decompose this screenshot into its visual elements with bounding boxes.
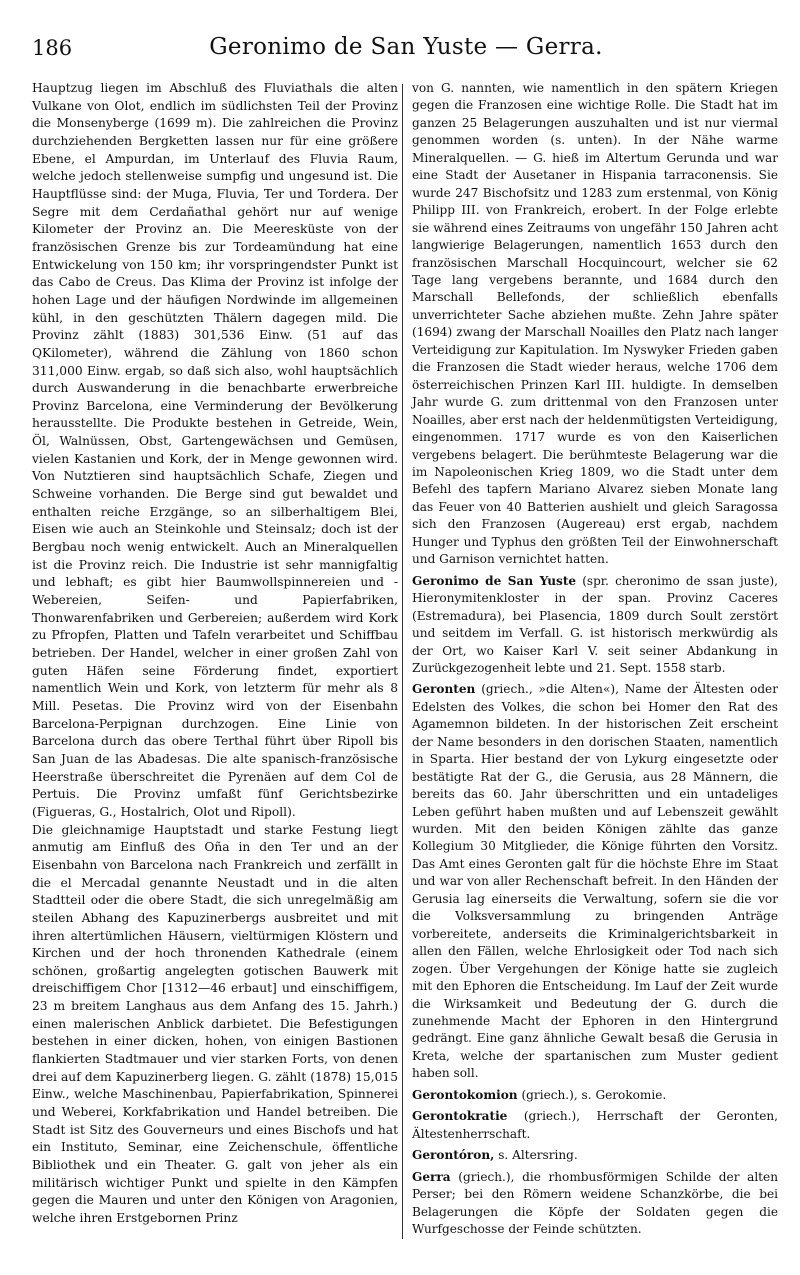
entry-headword: Gerontóron,	[412, 1148, 495, 1163]
entry-body: (griech.), die rhombusförmigen Schilde der alten Perser; bei den Römern weidene Schanzkörbe, die bei Belagerungen die Köpfe der Soldaten gegen die Wurfgeschosse der Feinde schützten.	[412, 1169, 778, 1236]
entry-body: (griech.), Herrschaft der Geronten, Ältestenherrschaft.	[412, 1109, 778, 1141]
entry-headword: Gerontokratie	[412, 1109, 508, 1124]
dictionary-entry	[412, 1147, 778, 1164]
entry-headword: Geronimo de San Yuste	[412, 573, 577, 588]
dictionary-entry	[412, 1169, 778, 1239]
entry-body: (griech., »die Alten«), Name der Ältesten oder Edelsten des Volkes, die schon bei Homer den Rat des Agamemnon bildeten. In der historischen Zeit erscheint der Name besonders in den dorischen Staaten, namentlich in Sparta. Hier bestand der von Lykurg eingesetzte oder bestätigte Rat der G., die Gerusia, aus 28 Männern, die bereits das 60. Jahr überschritten und ein untadeliges Leben geführt haben mußten und auf Lebenszeit gewählt wurden. Mit den beiden Königen zählte das ganze Kollegium 30 Mitglieder, die Könige führten den Vorsitz. Das Amt eines Geronten galt für die höchste Ehre im Staat und war von aller Rechenschaft befreit. In den Händen der Gerusia lag einerseits die Verwaltung, sofern sie die vor die Volksversammlung zu bringenden Anträge vorbereitete, anderseits die Kriminalgerichtsbarkeit in allen den Fällen, welche Ehrlosigkeit oder Tod nach sich zogen. Über Vergehungen der Könige hatte sie zugleich mit den Ephoren die Entscheidung. Im Lauf der Zeit wurde die Wirksamkeit und Bedeutung der G. durch die zunehmende Macht der Ephoren in den Hintergrund gedrängt. Eine ganz ähnliche Gewalt besaß die Gerusia in Kreta, welche der spartanischen zum Muster gedient haben soll.	[412, 682, 778, 1081]
entry-headword: Gerontokomion	[412, 1087, 518, 1102]
entry-body: s. Altersring.	[498, 1148, 578, 1163]
left-column	[32, 80, 398, 1228]
right-column	[412, 80, 778, 1238]
entry-body: (griech.), s. Gerokomie.	[521, 1087, 667, 1102]
dictionary-entry	[412, 573, 778, 678]
running-head: Geronimo de San Yuste — Gerra.	[209, 34, 603, 60]
dictionary-entry	[412, 1087, 778, 1104]
entry-body: Hieronymitenkloster in der span. Provinz Caceres (Estremadura), bei Plasencia, 1809 durch Soult zerstört und seitdem im Verfall. G. ist historisch merkwürdig als der Ort, wo Kaiser Karl V. seit seiner Abdankung in Zurückgezogenheit lebte und 21. Sept. 1558 starb.	[412, 591, 778, 675]
paragraph: Hauptzug liegen im Abschluß des Fluviathals die alten Vulkane von Olot, endlich im südlichsten Teil der Provinz die Monsenyberge (1699 m). Die zahlreichen die Provinz durchziehenden Bergketten lassen nur für eine größere Ebene, el Ampurdan, im Unterlauf des Fluvia Raum, welche jedoch stellenweise sumpfig und ungesund ist. Die Hauptflüsse sind: der Muga, Fluvia, Ter und Tordera. Der Segre mit dem Cerdañathal gehört nur auf wenige Kilometer der Provinz an. Die Meeresküste von der französischen Grenze bis zur Tordeamündung hat eine Entwickelung von 150 km; ihr vorspringendster Punkt ist das Cabo de Creus. Das Klima der Provinz ist infolge der hohen Lage und der häufigen Nordwinde im allgemeinen kühl, in den geschützten Thälern dagegen mild. Die Provinz zählt (1883) 301,536 Einw. (51 auf das QKilometer), während die Zählung von 1860 schon 311,000 Einw. ergab, so daß sich also, wohl hauptsächlich durch Auswanderung in die benachbarte erwerbreiche Provinz Barcelona, eine Verminderung der Bevölkerung herausstellte. Die Produkte bestehen in Getreide, Wein, Öl, Walnüssen, Obst, Gartengewächsen und Gemüsen, vielen Kastanien und Kork, der in Menge gewonnen wird. Von Nutztieren sind hauptsächlich Schafe, Ziegen und Schweine vorhanden. Die Berge sind gut bewaldet und enthalten reiche Erzgänge, so an silberhaltigem Blei, Eisen wie auch an Steinkohle und Steinsalz; doch ist der Bergbau noch wenig entwickelt. Auch an Mineralquellen ist die Provinz reich. Die Industrie ist sehr mannigfaltig und lebhaft; es gibt hier Baumwollspinnereien und -Webereien, Seifen- und Papierfabriken, Thonwarenfabriken und Gerbereien; außerdem wird Kork zu Pfropfen, Platten und Tafeln verarbeitet und Schiffbau betrieben. Der Handel, welcher in einer großen Zahl von guten Häfen seine Förderung findet, exportiert namentlich Wein und Kork, von letzterm für mehr als 8 Mill. Pesetas. Die Provinz wird von der Eisenbahn Barcelona-Perpignan durchzogen. Eine Linie von Barcelona durch das obere Terthal führt über Ripoll bis San Juan de las Abadesas. Die alte spanisch-französische Heerstraße überschreitet die Pyrenäen auf dem Col de Pertuis. Die Provinz umfaßt fünf Gerichtsbezirke (Figueras, G., Hostalrich, Olot und Ripoll).	[32, 81, 398, 819]
entry-pronunciation: (spr. cheronimo de ssan juste),	[582, 573, 778, 588]
dictionary-entry	[412, 1108, 778, 1143]
column-divider	[402, 84, 403, 1239]
entry-headword: Geronten	[412, 682, 476, 697]
page-number: 186	[32, 36, 73, 60]
dictionary-entry	[412, 681, 778, 1082]
page-header	[32, 34, 780, 66]
paragraph: Die gleichnamige Hauptstadt und starke Festung liegt anmutig am Einfluß des Oña in den Ter und an der Eisenbahn von Barcelona nach Frankreich und zerfällt in die el Mercadal genannte Neustadt und in die alten Stadtteil oder die obere Stadt, die sich unregelmäßig am steilen Abhang des Kapuzinerbergs ausbreitet und mit ihren altertümlichen Häusern, vieltürmigen Klöstern und Kirchen und der hoch thronenden Kathedrale (einem schönen, großartig angelegten gotischen Bauwerk mit dreischiffigem Chor [1312—46 erbaut] und einschiffigem, 23 m breitem Langhaus aus dem Anfang des 15. Jahrh.) einen malerischen Anblick darbietet. Die Befestigungen bestehen in einer dicken, hohen, von einigen Bastionen flankierten Stadtmauer und vier starken Forts, von denen drei auf dem Kapuzinerberg liegen. G. zählt (1878) 15,015 Einw., welche Maschinenbau, Papierfabrikation, Spinnerei und Weberei, Korkfabrikation und Handel betreiben. Die Stadt ist Sitz des Gouverneurs und eines Bischofs und hat ein Instituto, Seminar, eine Zeichenschule, öffentliche Bibliothek und ein Theater. G. galt von jeher als ein militärisch wichtiger Punkt und spielte in den Kämpfen gegen die Mauren und unter den Königen von Aragonien, welche ihren Erstgebornen Prinz	[32, 822, 398, 1225]
paragraph: von G. nannten, wie namentlich in den spätern Kriegen gegen die Franzosen eine wichtige Rolle. Die Stadt hat im ganzen 25 Belagerungen auszuhalten und ist nur viermal genommen worden (s. unten). In der Nähe warme Mineralquellen. — G. hieß im Altertum Gerunda und war eine Stadt der Ausetaner in Hispania tarraconensis. Sie wurde 247 Bischofsitz und 1283 zum erstenmal, von König Philipp III. von Frankreich, erobert. In der Folge erlebte sie während eines Zeitraums von ungefähr 150 Jahren acht langwierige Belagerungen, namentlich 1653 durch den französischen Marschall Hocquincourt, welcher sie 62 Tage lang vergebens berannte, und 1684 durch den Marschall Bellefonds, der schließlich ebenfalls unverrichteter Sache abziehen mußte. Zehn Jahre später (1694) zwang der Marschall Noailles den Platz nach langer Verteidigung zur Kapitulation. Im Nyswyker Frieden gaben die Franzosen die Stadt wieder heraus, welche 1706 dem österreichischen Prinzen Karl III. huldigte. In demselben Jahr wurde G. zum drittenmal von den Franzosen unter Noailles, aber erst nach der heldenmütigsten Verteidigung, eingenommen. 1717 wurde es von den Kaiserlichen vergebens belagert. Die berühmteste Belagerung war die im Napoleonischen Krieg 1809, wo die Stadt unter dem Befehl des tapfern Mariano Alvarez sieben Monate lang das Feuer von 40 Batterien aushielt und gleich Saragossa sich den Franzosen (Augereau) erst ergab, nachdem Hunger und Typhus den größten Teil der Einwohnerschaft und Garnison vernichtet hatten.	[412, 81, 778, 567]
entry-headword: Gerra	[412, 1169, 451, 1184]
